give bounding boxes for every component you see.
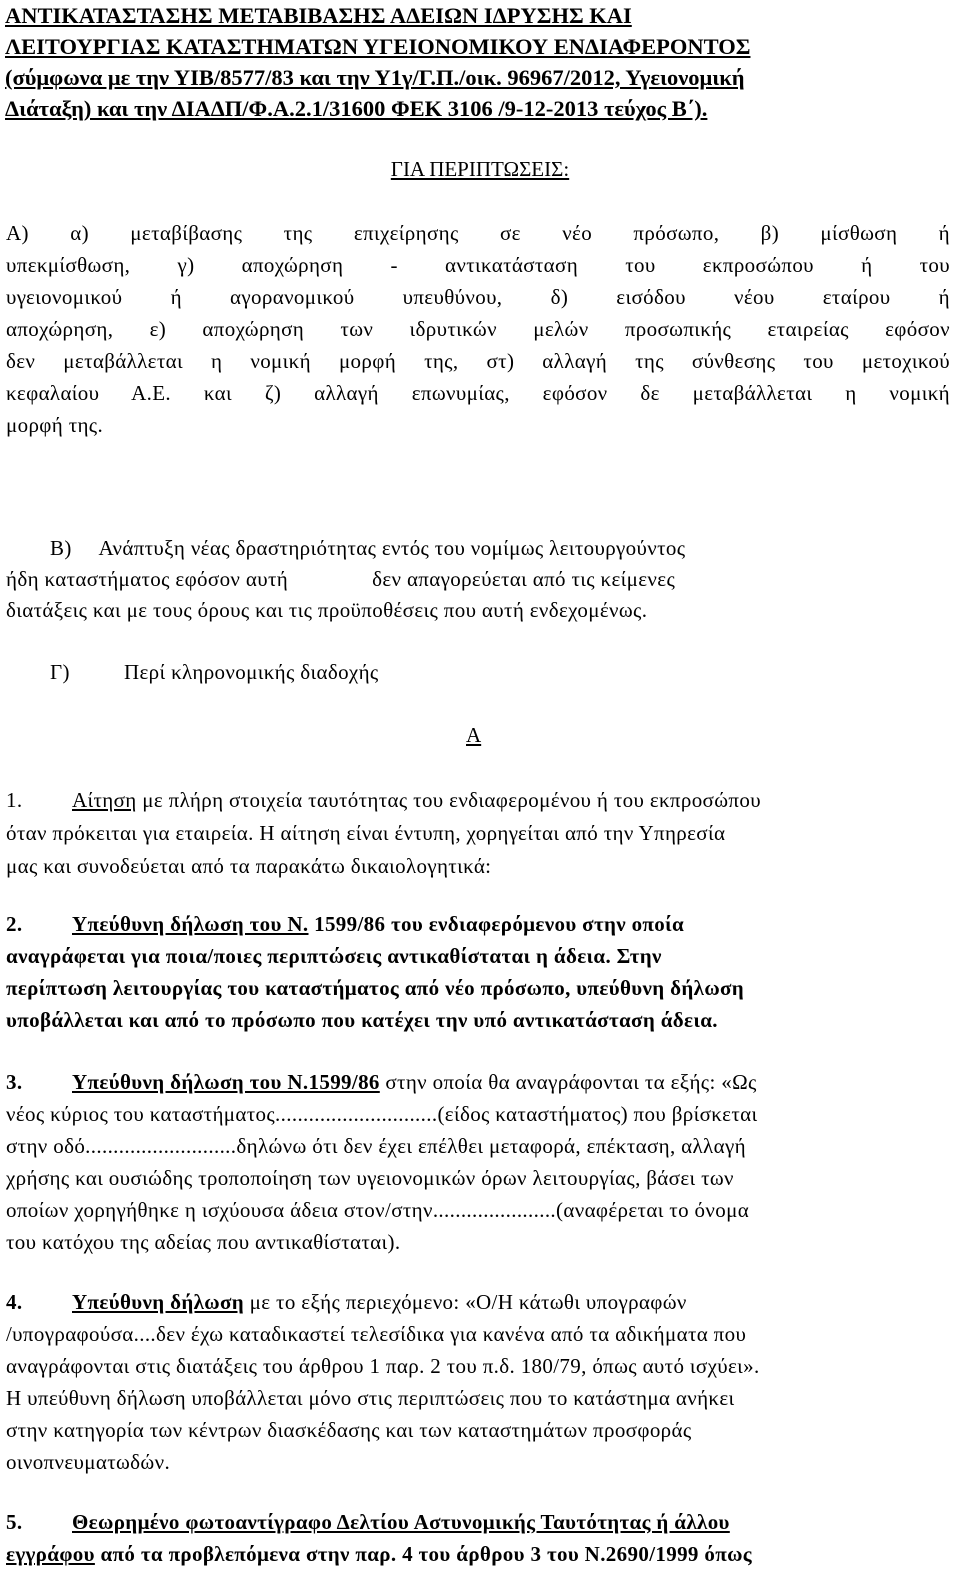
item-3-title: Υπεύθυνη δήλωση του Ν.1599/86 — [72, 1070, 380, 1094]
item-2-line: αναγράφεται για ποια/ποιες περιπτώσεις αντικαθίσταται η άδεια. Στην — [6, 944, 662, 968]
item-4-line: οινοπνευματωδών. — [6, 1450, 171, 1474]
section-b — [6, 533, 950, 626]
item-5-text: από τα προβλεπόμενα στην παρ. 4 του άρθρου 3 του Ν.2690/1999 όπως — [94, 1542, 752, 1566]
item-2-line: υποβάλλεται και από το πρόσωπο που κατέχει την υπό αντικατάσταση άδεια. — [6, 1008, 718, 1032]
item-2-text: 1599/86 του ενδιαφερόμενου στην οποία — [308, 912, 685, 936]
item-number: 1. — [6, 788, 23, 812]
title-line: Διάταξη) και την ΔΙΑΔΠ/Φ.Α.2.1/31600 ΦΕΚ 3106 /9-12-2013 τεύχος Β΄). — [5, 96, 708, 121]
list-item-3 — [6, 1066, 950, 1258]
item-number: 5. — [6, 1510, 23, 1534]
list-heading: Α — [466, 723, 482, 747]
list-item-4 — [6, 1286, 950, 1478]
section-b-line — [6, 564, 950, 595]
section-a-line: Α) α) μεταβίβασης της επιχείρησης σε νέο πρόσωπο, β) μίσθωση ή — [6, 221, 950, 245]
list-item-1 — [6, 784, 950, 883]
item-4-text: με το εξής περιεχόμενο: «Ο/Η κάτωθι υπογραφών — [244, 1290, 687, 1314]
section-b-line2-left: ήδη καταστήματος εφόσον αυτή — [6, 567, 289, 591]
section-b-line: διατάξεις και με τους όρους και τις προϋποθέσεις που αυτή ενδεχομένως. — [6, 598, 648, 622]
section-c — [6, 657, 950, 688]
item-3-line: στην οδό...........................δηλώνω ότι δεν έχει επέλθει μεταφορά, επέκταση, αλλαγή — [6, 1134, 746, 1158]
item-3-line: οποίων χορηγήθηκε η ισχύουσα άδεια στον/στην......................(αναφέρεται το όνομα — [6, 1198, 750, 1222]
list-item-5 — [6, 1506, 950, 1570]
section-a-line: δεν μεταβάλλεται η νομική μορφή της, στ) αλλαγή της σύνθεσης του μετοχικού — [6, 349, 950, 373]
item-4-line: στην κατηγορία των κέντρων διασκέδασης και των καταστημάτων προσφοράς — [6, 1418, 692, 1442]
document-title — [5, 0, 945, 124]
item-3-text: στην οποία θα αναγράφονται τα εξής: «Ως — [379, 1070, 757, 1094]
item-1-text: με πλήρη στοιχεία ταυτότητας του ενδιαφερομένου ή του εκπροσώπου — [136, 788, 761, 812]
title-line: (σύμφωνα με την ΥΙΒ/8577/83 και την Υ1γ/Γ.Π./οικ. 96967/2012, Υγειονομική — [5, 65, 745, 90]
item-5-title: Θεωρημένο φωτοαντίγραφο Δελτίου Αστυνομικής Ταυτότητας ή άλλου — [72, 1510, 730, 1534]
item-2-title: Υπεύθυνη δήλωση του Ν. — [72, 912, 309, 936]
section-a — [6, 217, 950, 441]
item-number: 4. — [6, 1290, 23, 1314]
section-a-line: κεφαλαίου Α.Ε. και ζ) αλλαγή επωνυμίας, εφόσον δε μεταβάλλεται η νομική — [6, 381, 950, 405]
section-a-line: αποχώρηση, ε) αποχώρηση των ιδρυτικών μελών προσωπικής εταιρείας εφόσον — [6, 317, 950, 341]
item-2-line: περίπτωση λειτουργίας του καταστήματος από νέο πρόσωπο, υπεύθυνη δήλωση — [6, 976, 745, 1000]
section-b-line2-right: δεν απαγορεύεται από τις κείμενες — [372, 567, 676, 591]
item-number: 3. — [6, 1070, 23, 1094]
item-4-line: Η υπεύθυνη δήλωση υποβάλλεται μόνο στις περιπτώσεις που το κατάστημα ανήκει — [6, 1386, 735, 1410]
section-a-line: μορφή της. — [6, 413, 104, 437]
item-3-line: νέος κύριος του καταστήματος.............................(είδος καταστήματος) που βρίσκεται — [6, 1102, 758, 1126]
item-1-line: όταν πρόκειται για εταιρεία. Η αίτηση είναι έντυπη, χορηγείται από την Υπηρεσία — [6, 821, 726, 845]
section-c-label: Γ) — [50, 660, 70, 684]
item-5-title-cont: εγγράφου — [6, 1542, 95, 1566]
item-number: 2. — [6, 912, 23, 936]
list-item-2 — [6, 908, 950, 1036]
title-line: ΑΝΤΙΚΑΤΑΣΤΑΣΗΣ ΜΕΤΑΒΙΒΑΣΗΣ ΑΔΕΙΩΝ ΙΔΡΥΣΗΣ ΚΑΙ — [5, 3, 632, 28]
item-3-line: του κατόχου της αδείας που αντικαθίσταται). — [6, 1230, 401, 1254]
section-c-text: Περί κληρονομικής διαδοχής — [124, 660, 379, 684]
item-4-line: /υπογραφούσα....δεν έχω καταδικαστεί τελεσίδικα για κανένα από τα αδικήματα που — [6, 1322, 747, 1346]
title-line: ΛΕΙΤΟΥΡΓΙΑΣ ΚΑΤΑΣΤΗΜΑΤΩΝ ΥΓΕΙΟΝΟΜΙΚΟΥ ΕΝΔΙΑΦΕΡΟΝΤΟΣ — [5, 34, 751, 59]
cases-heading: ΓΙΑ ΠΕΡΙΠΤΩΣΕΙΣ: — [390, 157, 570, 181]
section-b-line: Β) Ανάπτυξη νέας δραστηριότητας εντός του νομίμως λειτουργούντος — [50, 536, 686, 560]
item-1-title: Αίτηση — [72, 788, 137, 812]
section-a-line: υπεκμίσθωση, γ) αποχώρηση - αντικατάσταση του εκπροσώπου ή του — [6, 253, 950, 277]
item-4-title: Υπεύθυνη δήλωση — [72, 1290, 245, 1314]
item-3-line: χρήσης και ουσιώδης τροποποίηση των υγειονομικών όρων λειτουργίας, βάσει των — [6, 1166, 734, 1190]
item-1-line: μας και συνοδεύεται από τα παρακάτω δικαιολογητικά: — [6, 854, 492, 878]
item-4-line: αναγράφονται στις διατάξεις του άρθρου 1 παρ. 2 του π.δ. 180/79, όπως αυτό ισχύει». — [6, 1354, 760, 1378]
section-a-line: υγειονομικού ή αγορανομικού υπευθύνου, δ) εισόδου νέου εταίρου ή — [6, 285, 950, 309]
